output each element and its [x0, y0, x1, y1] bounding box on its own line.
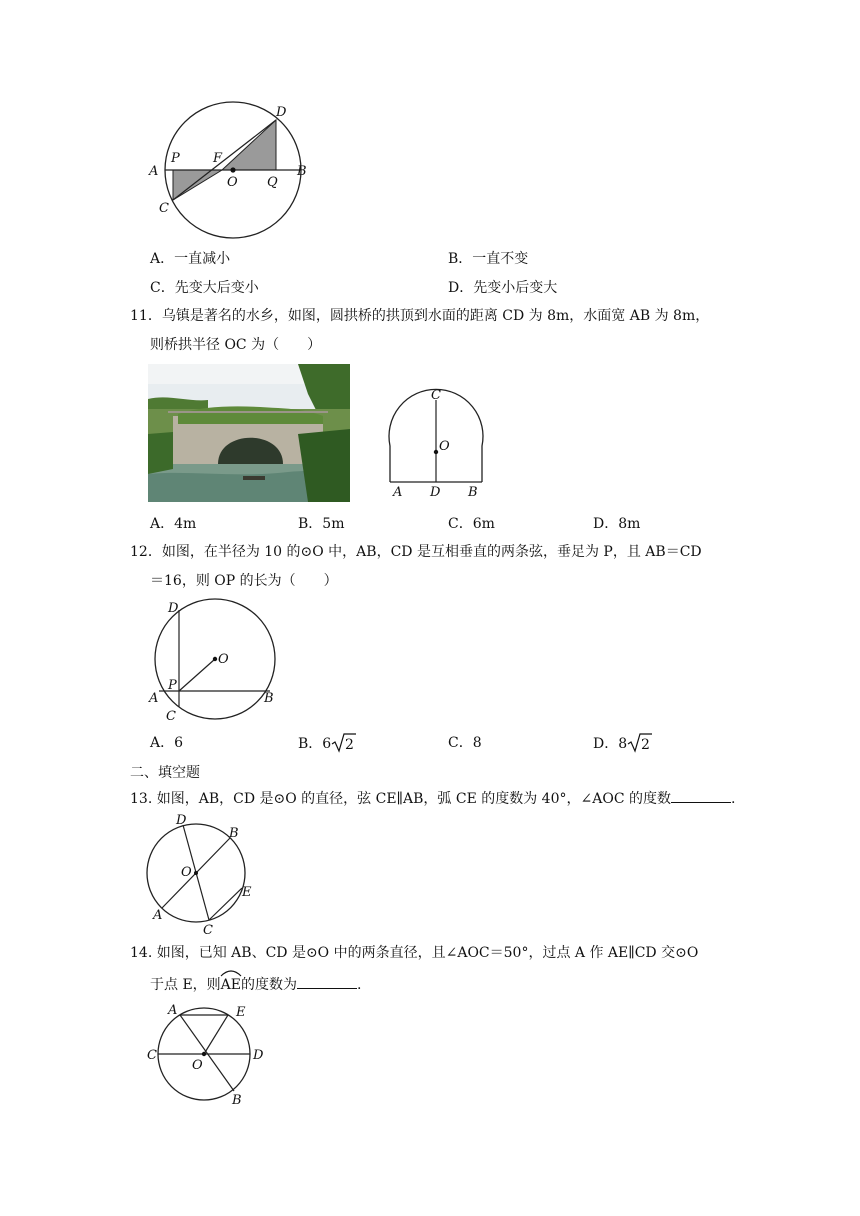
q12-option-a[interactable]: A．6 — [150, 735, 184, 751]
q11-arch-figure — [380, 386, 490, 500]
q14-label-a: A — [168, 1003, 178, 1018]
q13-center-dot — [194, 871, 198, 875]
q14-label-e: E — [236, 1005, 246, 1020]
sqrt-icon — [627, 732, 653, 754]
q12-label-b: B — [264, 691, 274, 706]
q14-question-line2 — [150, 974, 361, 995]
q12-question-line2: ＝16，则 OP 的长为（ ） — [150, 573, 338, 589]
q12-label-a: A — [149, 691, 159, 706]
q10-shaded-left — [173, 170, 222, 200]
q14-arc-label: AE — [220, 977, 242, 993]
q11-label-c: C — [431, 388, 441, 403]
q10-option-a[interactable]: A．一直减小 — [150, 251, 231, 267]
q11-option-d[interactable]: D．8m — [593, 516, 641, 532]
q12-option-d-radicand: 2 — [641, 737, 651, 753]
q12-option-d-text: D．8 — [593, 736, 628, 752]
q10-label-o: O — [227, 175, 238, 190]
q10-option-b[interactable]: B．一直不变 — [448, 251, 529, 267]
q10-option-c[interactable]: C．先变大后变小 — [150, 280, 259, 296]
q14-center-dot — [202, 1052, 206, 1056]
q12-option-b[interactable] — [298, 732, 357, 754]
q14-label-o: O — [192, 1058, 203, 1073]
q11-center-dot — [434, 450, 438, 454]
q14-label-d: D — [253, 1048, 264, 1063]
q10-figure — [140, 98, 320, 248]
q14-arc-ae — [221, 975, 241, 995]
q14-text-a: 于点 E，则 — [150, 977, 221, 993]
q10-option-d[interactable]: D．先变小后变大 — [448, 280, 558, 296]
q10-shaded-right — [222, 120, 276, 170]
q10-label-f: F — [213, 151, 223, 166]
q11-label-d: D — [430, 485, 441, 500]
q12-label-d: D — [168, 601, 179, 616]
q10-label-q: Q — [267, 175, 278, 190]
q12-option-d[interactable] — [593, 732, 653, 754]
q14-label-b: B — [232, 1093, 242, 1106]
q11-label-b: B — [468, 485, 478, 500]
q14-radius-oe — [204, 1015, 228, 1054]
q13-question-end: . — [730, 791, 736, 807]
q13-question-text: 13. 如图，AB，CD 是⊙O 的直径，弦 CE∥AB，弧 CE 的度数为 40°，∠AOC 的度数 — [130, 791, 671, 807]
q11-question-line2: 则桥拱半径 OC 为（ ） — [150, 337, 322, 353]
q12-label-p: P — [168, 678, 177, 693]
q13-label-c: C — [203, 923, 213, 934]
q10-label-p: P — [171, 151, 180, 166]
q13-figure — [142, 812, 262, 934]
q13-label-a: A — [153, 908, 163, 923]
q13-label-o: O — [181, 865, 192, 880]
q12-question-line1: 12．如图，在半径为 10 的⊙O 中，AB，CD 是互相垂直的两条弦，垂足为 P，且 AB＝CD — [130, 544, 702, 560]
q11-option-c[interactable]: C．6m — [448, 516, 495, 532]
q11-bridge-photo — [148, 364, 350, 502]
q13-label-e: E — [242, 885, 252, 900]
q12-option-b-radicand: 2 — [345, 737, 355, 753]
q14-question-end: . — [357, 977, 362, 993]
q12-label-c: C — [166, 709, 176, 724]
q10-label-b: B — [297, 164, 307, 179]
q12-label-o: O — [218, 652, 229, 667]
q13-chord-ce — [209, 888, 242, 920]
q10-label-a: A — [149, 164, 159, 179]
q11-option-b[interactable]: B．5m — [298, 516, 345, 532]
q14-answer-blank[interactable] — [297, 974, 357, 989]
q10-label-d: D — [276, 105, 287, 120]
q12-center-dot — [213, 657, 217, 661]
q14-question-line1: 14. 如图，已知 AB、CD 是⊙O 中的两条直径，且∠AOC＝50°，过点 A 作 AE∥CD 交⊙O — [130, 945, 699, 961]
q11-option-a[interactable]: A．4m — [150, 516, 197, 532]
q12-option-b-text: B．6 — [298, 736, 332, 752]
q10-label-c: C — [159, 201, 169, 216]
q13-label-b: B — [229, 826, 239, 841]
q14-figure — [144, 1000, 274, 1106]
q14-text-b: 的度数为 — [241, 977, 298, 993]
q13-question-line1 — [130, 788, 735, 809]
sqrt-icon — [331, 732, 357, 754]
q11-question-line1: 11．乌镇是著名的水乡，如图，圆拱桥的拱顶到水面的距离 CD 为 8m，水面宽 AB 为 8m， — [130, 308, 710, 324]
q11-label-a: A — [393, 485, 403, 500]
arc-symbol-icon — [220, 969, 242, 977]
q13-answer-blank[interactable] — [671, 788, 731, 803]
q12-option-c[interactable]: C．8 — [448, 735, 482, 751]
q10-center-dot — [230, 167, 235, 172]
q13-label-d: D — [176, 813, 187, 828]
q12-figure — [146, 598, 286, 726]
q14-diameter-ab — [180, 1015, 234, 1091]
q11-label-o: O — [439, 439, 450, 454]
section-title-fill-in: 二、填空题 — [130, 765, 200, 781]
q12-segment-op — [179, 659, 215, 691]
q14-label-c: C — [147, 1048, 157, 1063]
